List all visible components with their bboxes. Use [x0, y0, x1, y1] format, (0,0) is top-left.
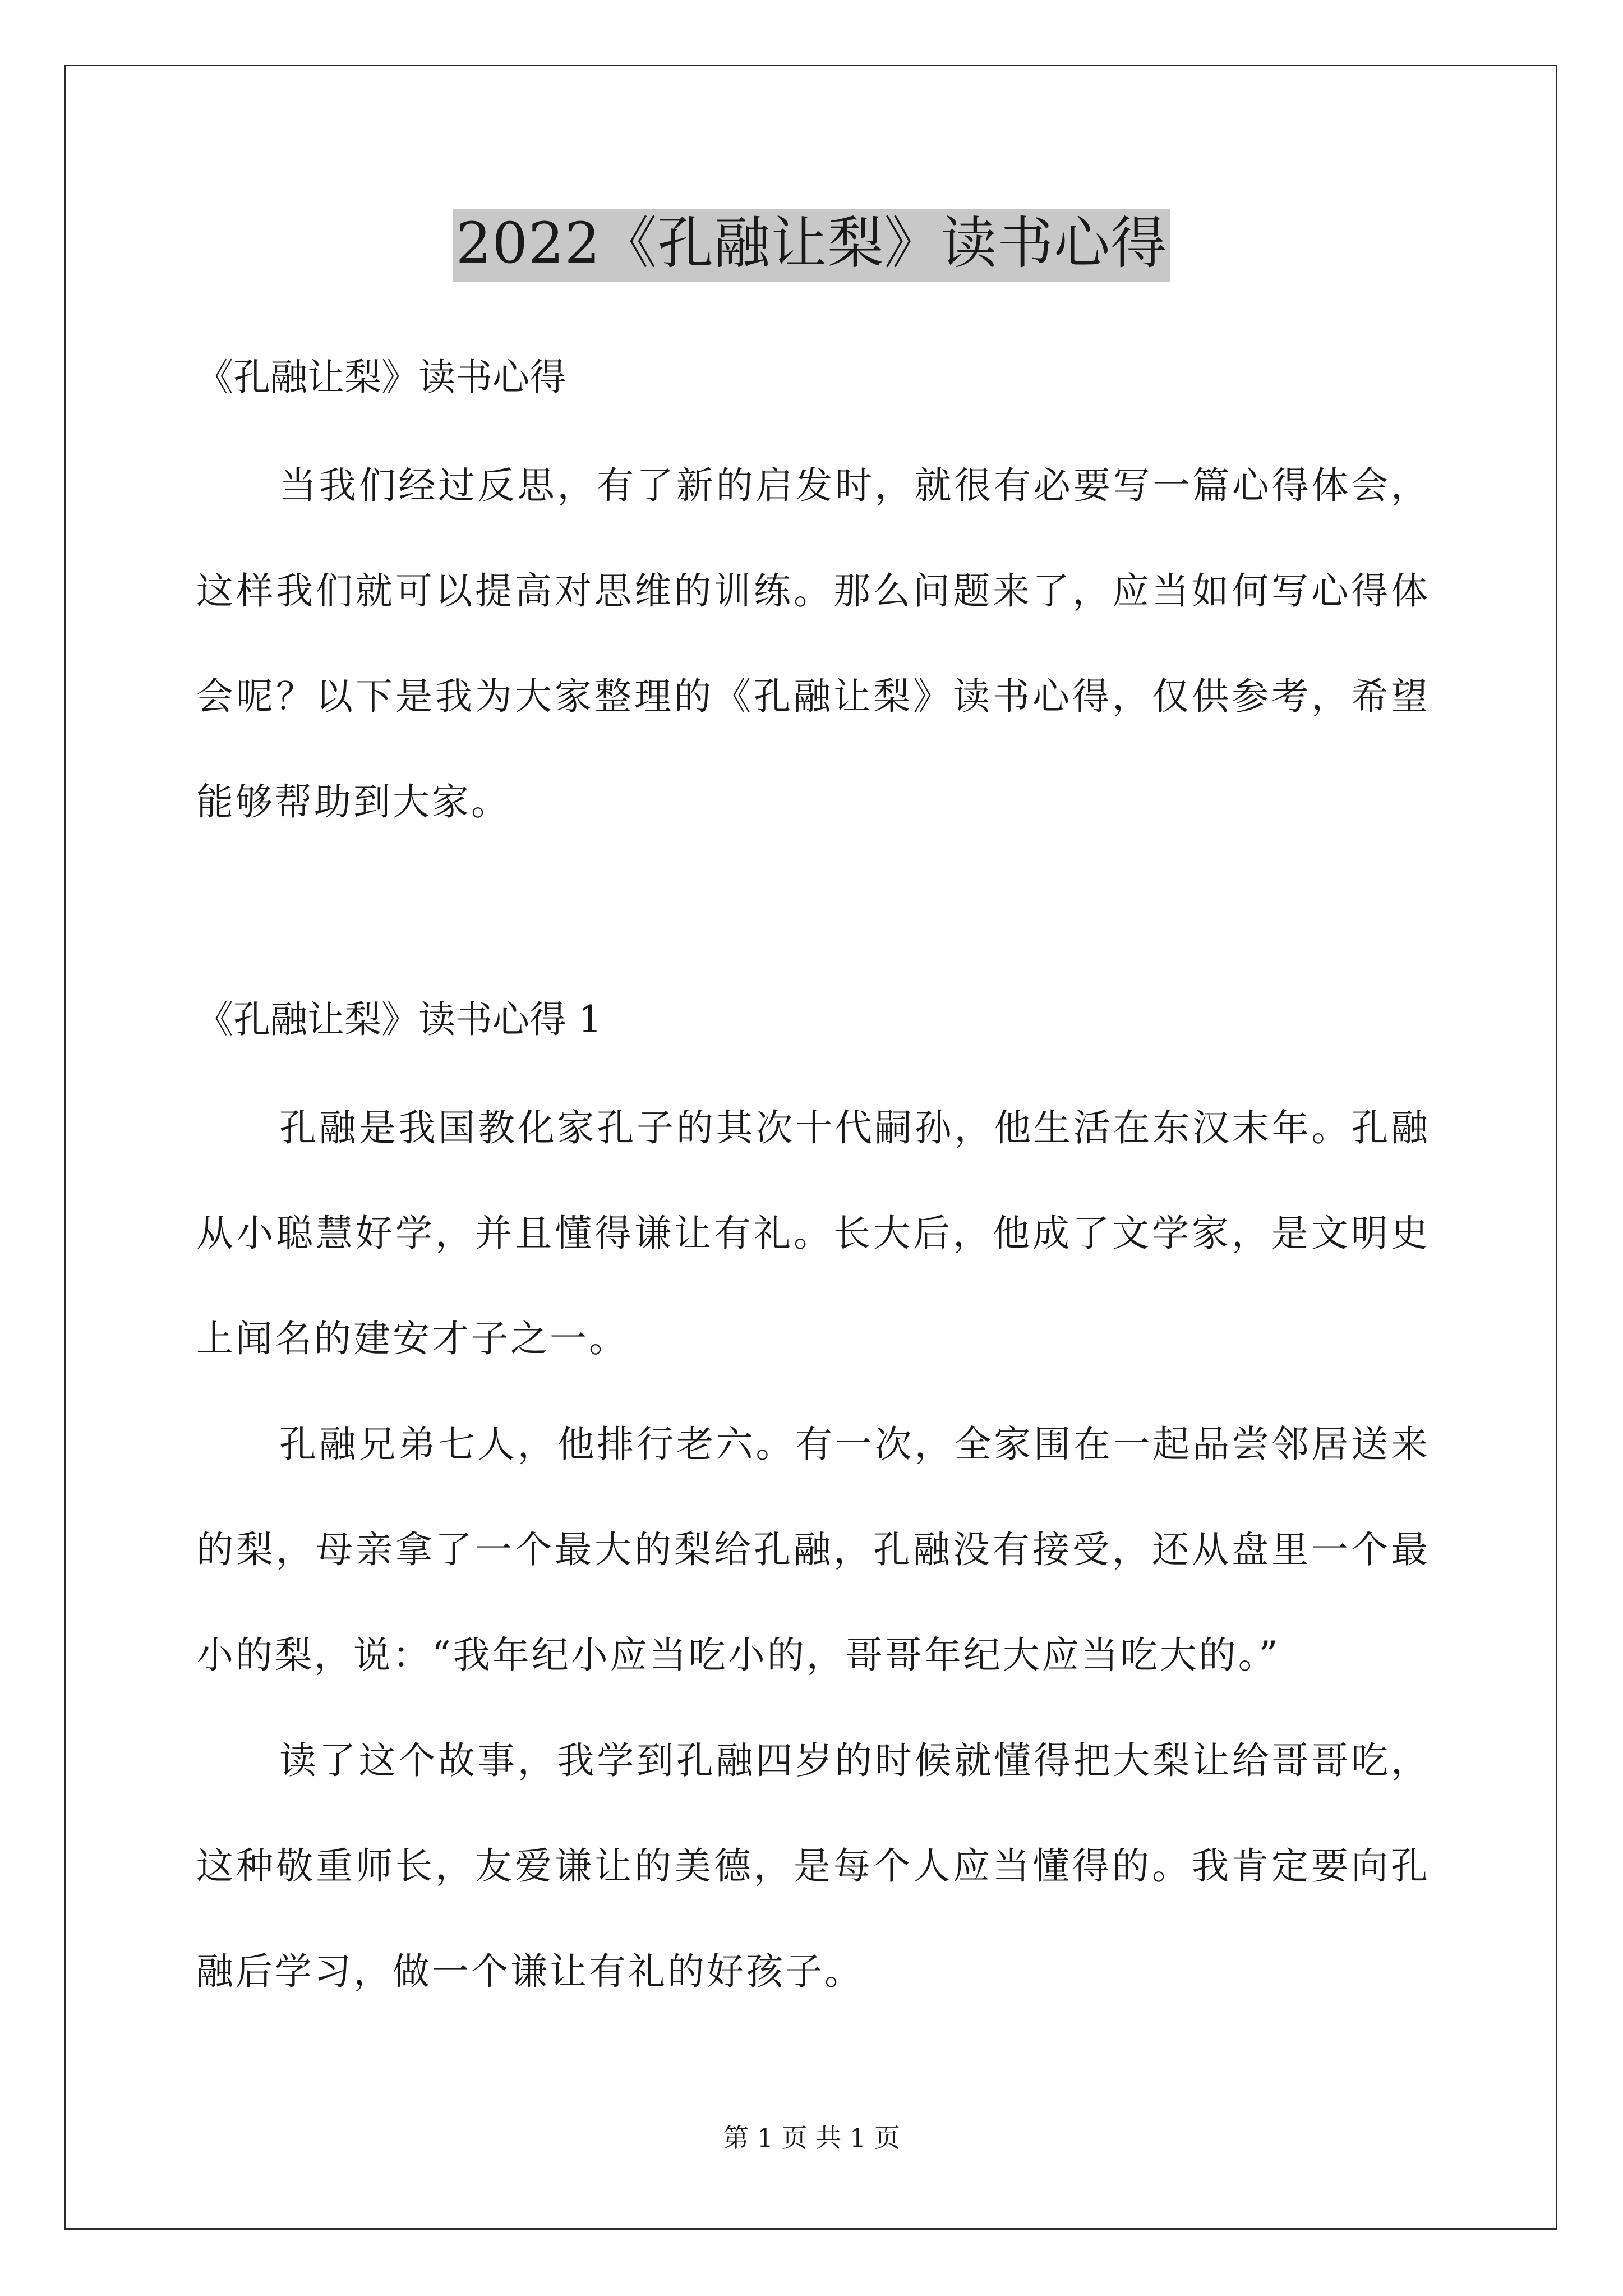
section1-heading: 《孔融让梨》读书心得 1: [196, 998, 602, 1041]
body-paragraph-2: 孔融兄弟七人，他排行老六。有一次，全家围在一起品尝邻居送来的梨，母亲拿了一个最大的梨给孔融，孔融没有接受，还从盘里一个最小的梨，说：“我年纪小应当吃小的，哥哥年纪大应当吃大的。”: [196, 1423, 1430, 1677]
document-title-container: [0, 209, 1623, 282]
intro-heading: 《孔融让梨》读书心得: [196, 356, 566, 399]
body-paragraph-1: 孔融是我国教化家孔子的其次十代嗣孙，他生活在东汉末年。孔融从小聪慧好学，并且懂得谦让有礼。长大后，他成了文学家，是文明史上闻名的建安才子之一。: [196, 1106, 1430, 1360]
intro-paragraph: 当我们经过反思，有了新的启发时，就很有必要写一篇心得体会，这样我们就可以提高对思维的训练。那么问题来了，应当如何写心得体会呢？以下是我为大家整理的《孔融让梨》读书心得，仅供参考，希望能够帮助到大家。: [196, 464, 1430, 823]
body-paragraph-3: 读了这个故事，我学到孔融四岁的时候就懂得把大梨让给哥哥吃，这种敬重师长，友爱谦让的美德，是每个人应当懂得的。我肯定要向孔融后学习，做一个谦让有礼的好孩子。: [196, 1739, 1430, 1993]
page-footer: 第 1 页 共 1 页: [723, 2123, 900, 2153]
document-title: 2022《孔融让梨》读书心得: [453, 209, 1171, 282]
